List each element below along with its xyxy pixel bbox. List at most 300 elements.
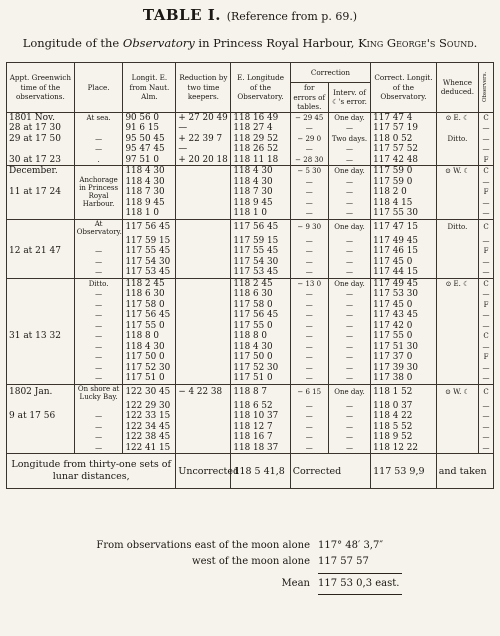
cell-place	[74, 236, 123, 247]
cell-place: —	[74, 246, 123, 257]
cell-elong: 118 9 45	[231, 198, 290, 209]
cell-date: 30 at 17 23	[7, 155, 75, 166]
cell-err: —	[290, 123, 328, 134]
subtitle-mid: in Princess Royal Harbour,	[194, 36, 359, 50]
cell-whence	[436, 352, 478, 363]
cell-reduction: + 20 20 18	[176, 155, 231, 166]
cell-longit: 118 6 30	[123, 289, 176, 300]
cell-elong: 118 2 45	[231, 278, 290, 289]
cell-date	[7, 267, 75, 278]
cell-obs: —	[479, 177, 494, 188]
cell-correct: 117 47 15	[371, 219, 437, 236]
cell-longit: 95 50 45	[123, 134, 176, 145]
cell-whence: ⊙ W. ☾	[436, 384, 478, 401]
cell-place: —	[74, 300, 123, 311]
cell-elong: 118 10 37	[231, 411, 290, 422]
cell-correct: 118 4 22	[371, 411, 437, 422]
table-title	[0, 6, 500, 24]
cell-reduction	[176, 321, 231, 332]
cell-elong: 118 4 30	[231, 177, 290, 188]
cell-err: − 5 30	[290, 166, 328, 177]
cell-err: —	[290, 352, 328, 363]
cell-interv: One day.	[328, 112, 370, 123]
cell-obs: —	[479, 432, 494, 443]
footer-west-label: west of the moon alone	[192, 556, 310, 567]
cell-err: —	[290, 310, 328, 321]
cell-correct: 117 37 0	[371, 352, 437, 363]
cell-err: − 9 30	[290, 219, 328, 236]
cell-date	[7, 432, 75, 443]
cell-interv: —	[328, 352, 370, 363]
cell-whence	[436, 422, 478, 433]
cell-longit: 118 1 0	[123, 208, 176, 219]
cell-place: .	[74, 155, 123, 166]
cell-reduction	[176, 236, 231, 247]
cell-obs: —	[479, 267, 494, 278]
cell-date	[7, 289, 75, 300]
cell-place: —	[74, 432, 123, 443]
cell-correct: 117 53 30	[371, 289, 437, 300]
cell-interv: —	[328, 443, 370, 454]
cell-correct: 117 45 0	[371, 300, 437, 311]
cell-whence: Ditto.	[436, 134, 478, 145]
header-interv: Interv. of ☾'s error.	[328, 83, 370, 113]
cell-err: − 29 45	[290, 112, 328, 123]
cell-whence: ⊙ W. ☾	[436, 166, 478, 177]
corrected-value: 117 53 9,9	[371, 454, 437, 489]
cell-longit: 95 47 45	[123, 144, 176, 155]
cell-correct: 118 12 22	[371, 443, 437, 454]
table-row	[7, 443, 494, 454]
cell-obs: F	[479, 352, 494, 363]
title-reference: (Reference from p. 69.)	[226, 10, 358, 23]
cell-obs: —	[479, 123, 494, 134]
cell-longit: 118 7 30	[123, 187, 176, 198]
cell-whence	[436, 310, 478, 321]
cell-err: —	[290, 373, 328, 384]
cell-date	[7, 342, 75, 353]
cell-correct: 117 59 0	[371, 177, 437, 188]
cell-whence	[436, 363, 478, 374]
cell-elong: 117 51 0	[231, 373, 290, 384]
cell-correct: 117 47 4	[371, 112, 437, 123]
cell-date: 9 at 17 56	[7, 411, 75, 422]
cell-date	[7, 373, 75, 384]
cell-correct: 118 1 52	[371, 384, 437, 401]
cell-place: —	[74, 422, 123, 433]
cell-whence: ⊙ E. ☾	[436, 112, 478, 123]
cell-place	[74, 123, 123, 134]
cell-correct: 118 4 15	[371, 198, 437, 209]
cell-correct: 117 49 45	[371, 278, 437, 289]
cell-date	[7, 300, 75, 311]
cell-whence	[436, 373, 478, 384]
table-row	[7, 401, 494, 412]
cell-reduction: + 22 39 7	[176, 134, 231, 145]
cell-err: —	[290, 401, 328, 412]
cell-elong: 117 52 30	[231, 363, 290, 374]
cell-obs: —	[479, 198, 494, 209]
cell-elong: 118 6 30	[231, 289, 290, 300]
cell-err: —	[290, 198, 328, 209]
cell-reduction	[176, 198, 231, 209]
cell-correct: 117 44 15	[371, 267, 437, 278]
cell-interv: —	[328, 363, 370, 374]
cell-elong: 118 4 30	[231, 166, 290, 177]
cell-reduction	[176, 278, 231, 289]
cell-date	[7, 401, 75, 412]
cell-whence	[436, 401, 478, 412]
cell-date	[7, 422, 75, 433]
cell-correct: 117 43 45	[371, 310, 437, 321]
title-text: TABLE I.	[142, 6, 221, 24]
cell-obs: —	[479, 373, 494, 384]
cell-correct: 117 55 30	[371, 208, 437, 219]
cell-interv: —	[328, 187, 370, 198]
table-row	[7, 331, 494, 342]
cell-place: —	[74, 267, 123, 278]
cell-obs: —	[479, 289, 494, 300]
footer-mean-value: 117 53 0,3 east.	[318, 578, 400, 589]
cell-longit: 122 41 15	[123, 443, 176, 454]
cell-place: Ditto.	[74, 278, 123, 289]
cell-err: —	[290, 422, 328, 433]
cell-err: —	[290, 267, 328, 278]
footer-east-value: 117° 48′ 3,7″	[318, 540, 384, 551]
cell-interv: —	[328, 236, 370, 247]
cell-date: 12 at 21 47	[7, 246, 75, 257]
cell-place: —	[74, 321, 123, 332]
cell-place: —	[74, 331, 123, 342]
table-row	[7, 300, 494, 311]
cell-reduction	[176, 352, 231, 363]
cell-date	[7, 443, 75, 454]
cell-correct: 118 9 52	[371, 432, 437, 443]
cell-longit: 122 34 45	[123, 422, 176, 433]
cell-interv: —	[328, 144, 370, 155]
cell-obs: —	[479, 342, 494, 353]
header-observers	[479, 63, 494, 113]
cell-correct: 118 5 52	[371, 422, 437, 433]
cell-place: —	[74, 352, 123, 363]
table-row	[7, 123, 494, 134]
cell-err: —	[290, 257, 328, 268]
cell-place: —	[74, 289, 123, 300]
cell-interv: —	[328, 246, 370, 257]
cell-longit: 122 33 15	[123, 411, 176, 422]
cell-longit: 117 55 0	[123, 321, 176, 332]
cell-date	[7, 363, 75, 374]
cell-err: —	[290, 331, 328, 342]
cell-whence	[436, 411, 478, 422]
cell-longit: 122 30 45	[123, 384, 176, 401]
cell-place: —	[74, 144, 123, 155]
cell-obs: —	[479, 321, 494, 332]
cell-interv: —	[328, 300, 370, 311]
cell-interv: —	[328, 123, 370, 134]
cell-elong: 118 7 30	[231, 187, 290, 198]
cell-reduction	[176, 289, 231, 300]
table-row	[7, 246, 494, 257]
header-reduction: Reduction by two time keepers.	[176, 63, 231, 113]
table-body	[7, 112, 494, 454]
table-row	[7, 384, 494, 401]
cell-longit: 117 59 15	[123, 236, 176, 247]
cell-longit: 117 55 45	[123, 246, 176, 257]
cell-elong: 118 6 52	[231, 401, 290, 412]
cell-correct: 117 57 19	[371, 123, 437, 134]
cell-correct: 118 0 37	[371, 401, 437, 412]
cell-correct: 117 55 0	[371, 331, 437, 342]
cell-err: —	[290, 411, 328, 422]
cell-reduction	[176, 443, 231, 454]
cell-date: December.	[7, 166, 75, 177]
header-elong: E. Longitude of the Observatory.	[231, 63, 290, 113]
cell-elong: 118 11 18	[231, 155, 290, 166]
cell-date: 28 at 17 30	[7, 123, 75, 134]
cell-correct: 117 46 15	[371, 246, 437, 257]
table-row	[7, 342, 494, 353]
mean-rule	[318, 573, 402, 574]
cell-correct: 117 42 48	[371, 155, 437, 166]
cell-reduction	[176, 257, 231, 268]
footer-east-label: From observations east of the moon alone	[96, 540, 310, 551]
cell-err: —	[290, 300, 328, 311]
cell-correct: 117 45 0	[371, 257, 437, 268]
cell-reduction: − 4 22 38	[176, 384, 231, 401]
cell-longit: 118 4 30	[123, 342, 176, 353]
cell-place: —	[74, 443, 123, 454]
cell-obs: —	[479, 443, 494, 454]
cell-interv: —	[328, 401, 370, 412]
cell-err: − 13 0	[290, 278, 328, 289]
cell-whence	[436, 123, 478, 134]
table-row	[7, 236, 494, 247]
cell-date: 1801 Nov.	[7, 112, 75, 123]
cell-reduction	[176, 342, 231, 353]
cell-whence: ⊙ E. ☾	[436, 278, 478, 289]
cell-interv: —	[328, 198, 370, 209]
cell-place: On shore at Lucky Bay.	[74, 384, 123, 401]
cell-elong: 118 12 7	[231, 422, 290, 433]
cell-longit: 91 6 15	[123, 123, 176, 134]
cell-reduction	[176, 373, 231, 384]
cell-err: —	[290, 363, 328, 374]
cell-obs: —	[479, 363, 494, 374]
subtitle-place: King George's Sound.	[358, 36, 478, 50]
cell-whence	[436, 331, 478, 342]
cell-date: 31 at 13 32	[7, 331, 75, 342]
table-row	[7, 134, 494, 145]
cell-whence	[436, 246, 478, 257]
cell-reduction	[176, 432, 231, 443]
cell-reduction	[176, 300, 231, 311]
table-row	[7, 144, 494, 155]
cell-whence	[436, 187, 478, 198]
cell-date	[7, 236, 75, 247]
cell-obs: —	[479, 401, 494, 412]
cell-interv: —	[328, 432, 370, 443]
cell-whence	[436, 208, 478, 219]
cell-elong: 118 18 37	[231, 443, 290, 454]
cell-obs: —	[479, 422, 494, 433]
total-tail: and taken	[436, 454, 493, 489]
cell-reduction	[176, 267, 231, 278]
cell-longit: 117 58 0	[123, 300, 176, 311]
cell-obs: —	[479, 257, 494, 268]
cell-interv: —	[328, 267, 370, 278]
cell-longit: 118 2 45	[123, 278, 176, 289]
cell-whence	[436, 144, 478, 155]
cell-reduction	[176, 208, 231, 219]
cell-interv: One day.	[328, 384, 370, 401]
cell-obs: C	[479, 112, 494, 123]
cell-whence	[436, 300, 478, 311]
cell-date	[7, 198, 75, 209]
cell-longit: 97 51 0	[123, 155, 176, 166]
cell-reduction	[176, 331, 231, 342]
cell-interv: —	[328, 257, 370, 268]
cell-obs: —	[479, 134, 494, 145]
cell-err: —	[290, 236, 328, 247]
cell-obs: C	[479, 384, 494, 401]
cell-elong: 117 50 0	[231, 352, 290, 363]
subtitle-observatory: Observatory	[122, 36, 195, 50]
table-row	[7, 289, 494, 300]
cell-elong: 118 16 7	[231, 432, 290, 443]
cell-interv: —	[328, 310, 370, 321]
cell-err: —	[290, 289, 328, 300]
cell-err: —	[290, 342, 328, 353]
table-row	[7, 267, 494, 278]
cell-place: —	[74, 373, 123, 384]
cell-reduction	[176, 422, 231, 433]
table-row	[7, 219, 494, 236]
cell-longit: 117 50 0	[123, 352, 176, 363]
cell-date	[7, 321, 75, 332]
header-correction: Correction	[290, 63, 370, 83]
cell-date	[7, 257, 75, 268]
cell-correct: 117 57 52	[371, 144, 437, 155]
cell-place: At Observatory.	[74, 219, 123, 236]
cell-place: —	[74, 257, 123, 268]
table-subtitle	[0, 36, 500, 50]
header-appt: Appt. Greenwich time of the observations.	[7, 63, 75, 113]
cell-elong: 117 56 45	[231, 310, 290, 321]
cell-err: − 29 0	[290, 134, 328, 145]
cell-err: —	[290, 187, 328, 198]
cell-reduction	[176, 187, 231, 198]
cell-date	[7, 144, 75, 155]
cell-place: At sea.	[74, 112, 123, 123]
cell-interv: —	[328, 373, 370, 384]
cell-obs: F	[479, 155, 494, 166]
header-errors: for errors of tables.	[290, 83, 328, 113]
cell-reduction	[176, 166, 231, 177]
cell-longit: 117 52 30	[123, 363, 176, 374]
table-row	[7, 321, 494, 332]
cell-elong: 118 1 0	[231, 208, 290, 219]
cell-place: —	[74, 310, 123, 321]
cell-longit: 117 54 30	[123, 257, 176, 268]
cell-elong: 117 55 0	[231, 321, 290, 332]
cell-reduction	[176, 219, 231, 236]
header-longit: Longit. E. from Naut. Alm.	[123, 63, 176, 113]
cell-reduction	[176, 401, 231, 412]
cell-obs: —	[479, 236, 494, 247]
cell-elong: 118 29 52	[231, 134, 290, 145]
cell-place: —	[74, 363, 123, 374]
cell-place	[74, 401, 123, 412]
cell-reduction	[176, 310, 231, 321]
cell-longit: 118 4 30	[123, 177, 176, 188]
cell-whence	[436, 289, 478, 300]
cell-longit: 118 4 30	[123, 166, 176, 177]
cell-err: —	[290, 177, 328, 188]
cell-interv: One day.	[328, 166, 370, 177]
cell-obs: C	[479, 331, 494, 342]
cell-interv: —	[328, 289, 370, 300]
longitude-table	[6, 62, 494, 489]
cell-reduction: —	[176, 144, 231, 155]
cell-date	[7, 352, 75, 363]
cell-longit: 90 56 0	[123, 112, 176, 123]
cell-interv: —	[328, 321, 370, 332]
table-row	[7, 363, 494, 374]
cell-correct: 118 2 0	[371, 187, 437, 198]
cell-elong: 117 59 15	[231, 236, 290, 247]
uncorrected-label: Uncorrected	[176, 454, 231, 489]
cell-elong: 117 54 30	[231, 257, 290, 268]
header-place: Place.	[74, 63, 123, 113]
cell-elong: 118 4 30	[231, 342, 290, 353]
corrected-label: Corrected	[290, 454, 370, 489]
cell-obs: F	[479, 246, 494, 257]
cell-elong: 118 16 49	[231, 112, 290, 123]
cell-obs: —	[479, 208, 494, 219]
cell-obs: —	[479, 144, 494, 155]
cell-elong: 118 8 0	[231, 331, 290, 342]
table-row	[7, 278, 494, 289]
cell-place: Anchorage in Princess Royal Harbour.	[74, 166, 123, 220]
cell-elong: 117 53 45	[231, 267, 290, 278]
cell-elong: 118 27 4	[231, 123, 290, 134]
cell-obs: —	[479, 411, 494, 422]
cell-elong: 117 56 45	[231, 219, 290, 236]
cell-obs: C	[479, 219, 494, 236]
table-row	[7, 155, 494, 166]
subtitle-pre: Longitude of the	[22, 36, 123, 50]
cell-correct: 117 42 0	[371, 321, 437, 332]
cell-elong: 117 55 45	[231, 246, 290, 257]
cell-interv: —	[328, 411, 370, 422]
cell-longit: 122 29 30	[123, 401, 176, 412]
cell-reduction	[176, 246, 231, 257]
cell-interv: —	[328, 177, 370, 188]
cell-err: —	[290, 432, 328, 443]
cell-date: 11 at 17 24	[7, 187, 75, 198]
cell-reduction: + 27 20 49	[176, 112, 231, 123]
cell-whence: Ditto.	[436, 219, 478, 236]
cell-date	[7, 219, 75, 236]
header-correct: Correct. Longit. of the Observatory.	[371, 63, 437, 113]
cell-longit: 117 51 0	[123, 373, 176, 384]
cell-interv: —	[328, 422, 370, 433]
uncorrected-value: 118 5 41,8	[231, 454, 290, 489]
cell-whence	[436, 236, 478, 247]
cell-interv: One day.	[328, 278, 370, 289]
cell-date	[7, 310, 75, 321]
